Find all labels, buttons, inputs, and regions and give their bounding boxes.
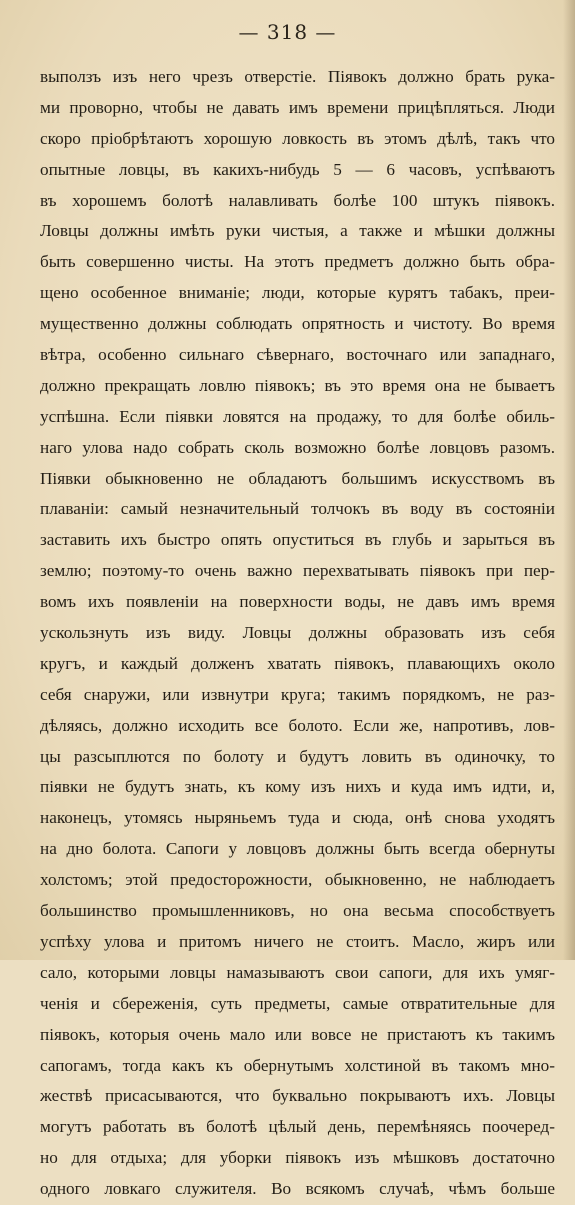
text-line: сало, которыми ловцы намазываютъ свои сапоги, для ихъ умяг-	[40, 962, 555, 982]
text-line: могутъ работать въ болотѣ цѣлый день, перемѣняясь поочеред-	[40, 1117, 555, 1137]
text-line: землю; поэтому-то очень важно перехватывать піявокъ при пер-	[40, 561, 555, 581]
text-line: ускользнуть изъ виду. Ловцы должны образовать изъ себя	[40, 623, 555, 643]
text-line: ченія и сбереженія, суть предметы, самые отвратительные для	[40, 993, 555, 1013]
text-line: большинство промышленниковъ, но она весьма способствуетъ	[40, 901, 555, 921]
text-line: одного ловкаго служителя. Во всякомъ случаѣ, чѣмъ больше	[40, 1179, 555, 1199]
text-line: должно прекращать ловлю піявокъ; въ это время она не бываетъ	[40, 375, 555, 395]
text-line: кругъ, и каждый долженъ хватать піявокъ, плавающихъ около	[40, 653, 555, 673]
text-line: наконецъ, утомясь ныряньемъ туда и сюда, онѣ снова уходятъ	[40, 808, 555, 828]
text-line: заставить ихъ быстро опять опуститься въ глубь и зарыться въ	[40, 530, 555, 550]
text-line: выползъ изъ него чрезъ отверстіе. Піявокъ должно брать рука-	[40, 67, 555, 86]
text-line: опытные ловцы, въ какихъ-нибудь 5 — 6 часовъ, успѣваютъ	[40, 159, 555, 179]
text-line: жествѣ присасываются, что буквально покрываютъ ихъ. Ловцы	[40, 1086, 555, 1106]
text-line: быть совершенно чисты. На этотъ предметъ должно быть обра-	[40, 252, 555, 272]
text-line: успѣху улова и притомъ ничего не стоитъ. Масло, жиръ или	[40, 931, 555, 951]
text-line: себя снаружи, или извнутри круга; такимъ порядкомъ, не раз-	[40, 684, 555, 704]
text-line: піявки не будутъ знать, къ кому изъ нихъ и куда имъ идти, и,	[40, 777, 555, 797]
text-line: сапогамъ, тогда какъ къ обернутымъ холстиной въ такомъ мно-	[40, 1055, 555, 1075]
text-line: но для отдыха; для уборки піявокъ изъ мѣшковъ достаточно	[40, 1148, 555, 1168]
text-line: плаваніи: самый незначительный толчокъ въ воду въ состояніи	[40, 499, 555, 519]
text-line: холстомъ; этой предосторожности, обыкновенно, не наблюдаетъ	[40, 870, 555, 890]
text-line: щено особенное вниманіе; люди, которые курятъ табакъ, преи-	[40, 283, 555, 303]
text-line: дѣляясь, должно исходить все болото. Если же, напротивъ, лов-	[40, 715, 555, 735]
text-line: вомъ ихъ появленіи на поверхности воды, не давъ имъ время	[40, 592, 555, 612]
text-line: на дно болота. Сапоги у ловцовъ должны быть всегда обернуты	[40, 839, 555, 859]
text-line: мущественно должны соблюдать опрятность и чистоту. Во время	[40, 314, 555, 334]
text-line: Ловцы должны имѣть руки чистыя, а также и мѣшки должны	[40, 221, 555, 241]
page-edge-shadow	[563, 0, 575, 960]
text-line: цы разсыплются по болоту и будутъ ловить въ одиночку, то	[40, 746, 555, 766]
text-line: скоро пріобрѣтаютъ хорошую ловкость въ этомъ дѣлѣ, такъ что	[40, 128, 555, 148]
text-line: наго улова надо собрать сколь возможно болѣе ловцовъ разомъ.	[40, 437, 555, 457]
text-line: успѣшна. Если піявки ловятся на продажу, то для болѣе обиль-	[40, 406, 555, 426]
body-text	[40, 62, 555, 1205]
text-line: ми проворно, чтобы не давать имъ времени прицѣпляться. Люди	[40, 97, 555, 117]
text-line: Піявки обыкновенно не обладаютъ большимъ искусствомъ въ	[40, 468, 555, 488]
page-number: — 318 —	[238, 20, 337, 44]
text-line: вѣтра, особенно сильнаго сѣвернаго, восточнаго или западнаго,	[40, 345, 555, 365]
text-line: піявокъ, которыя очень мало или вовсе не пристаютъ къ такимъ	[40, 1024, 555, 1044]
text-line: въ хорошемъ болотѣ налавливать болѣе 100 штукъ піявокъ.	[40, 190, 555, 210]
